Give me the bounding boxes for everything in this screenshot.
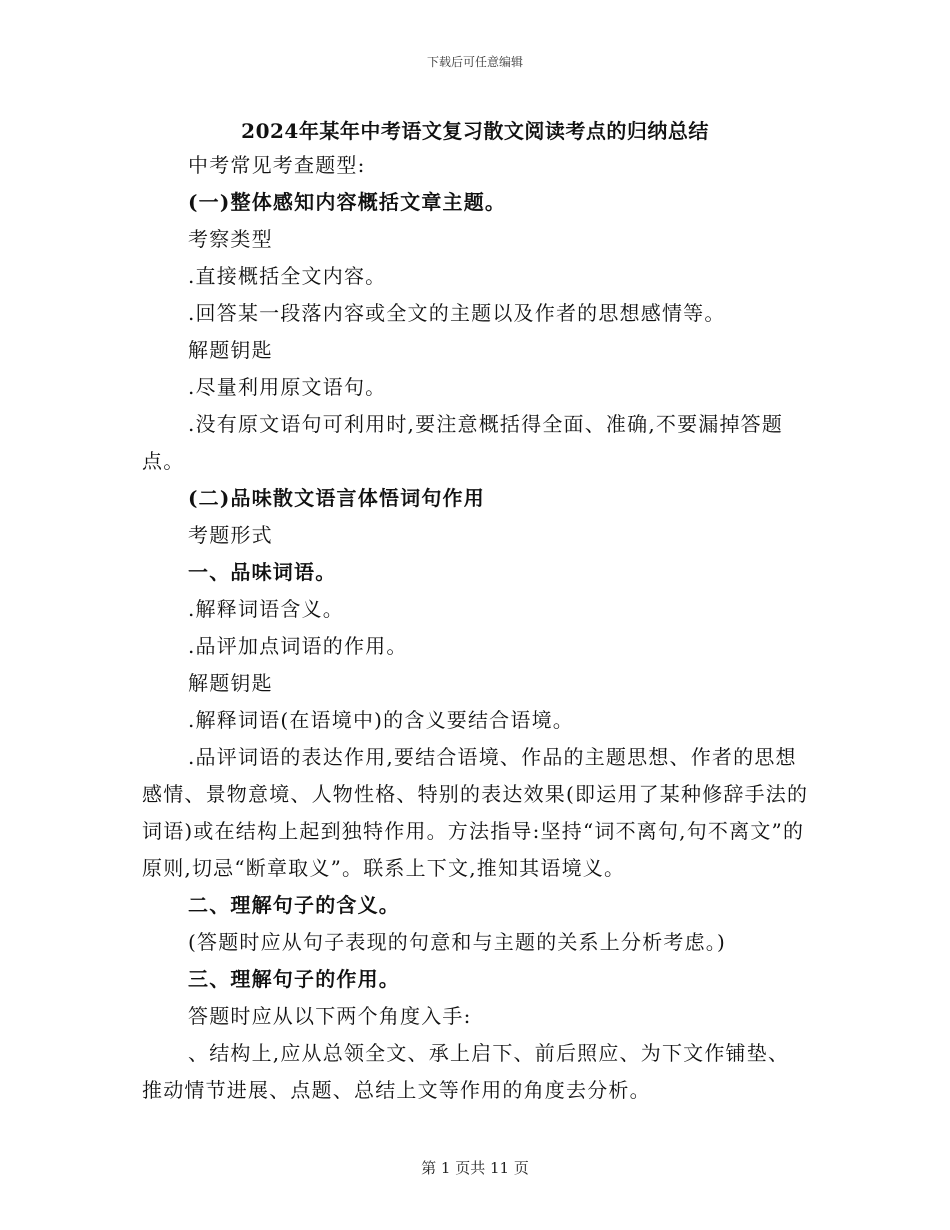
paragraph: 考题形式 bbox=[188, 523, 273, 547]
paragraph: 解题钥匙 bbox=[188, 671, 273, 695]
document-title: 2024年某年中考语文复习散文阅读考点的归纳总结 bbox=[241, 119, 709, 143]
paragraph: .解释词语含义。 bbox=[188, 597, 344, 621]
paragraph: 中考常见考查题型: bbox=[188, 153, 366, 177]
section-heading: (二)品味散文语言体悟词句作用 bbox=[188, 486, 485, 510]
paragraph: 解题钥匙 bbox=[188, 338, 273, 362]
paragraph: 考察类型 bbox=[188, 227, 273, 251]
section-heading: 一、品味词语。 bbox=[188, 560, 337, 584]
page-header-note: 下载后可任意编辑 bbox=[426, 55, 523, 69]
paragraph: .品评加点词语的作用。 bbox=[188, 634, 408, 658]
paragraph: .回答某一段落内容或全文的主题以及作者的思想感情等。 bbox=[188, 301, 726, 325]
section-heading: 三、理解句子的作用。 bbox=[188, 967, 400, 991]
document-body bbox=[142, 147, 810, 1109]
paragraph: .没有原文语句可利用时,要注意概括得全面、准确,不要漏掉答题点。 bbox=[142, 412, 784, 473]
paragraph: .品评词语的表达作用,要结合语境、作品的主题思想、作者的思想感情、景物意境、人物性格、特别的表达效果(即运用了某种修辞手法的词语)或在结构上起到独特作用。方法指导:坚持“词不离句,句不离文”的原则,切忌“断章取义”。联系上下文,推知其语境义。 bbox=[142, 745, 809, 880]
paragraph: .直接概括全文内容。 bbox=[188, 264, 387, 288]
section-heading: 二、理解句子的含义。 bbox=[188, 893, 400, 917]
paragraph: .尽量利用原文语句。 bbox=[188, 375, 387, 399]
section-heading: (一)整体感知内容概括文章主题。 bbox=[188, 190, 507, 214]
page-number-footer: 第 1 页共 11 页 bbox=[421, 1159, 529, 1177]
paragraph: (答题时应从句子表现的句意和与主题的关系上分析考虑。) bbox=[188, 930, 727, 954]
paragraph: 答题时应从以下两个角度入手: bbox=[188, 1004, 472, 1028]
paragraph: 、结构上,应从总领全文、承上启下、前后照应、为下文作铺垫、推动情节进展、点题、总结上文等作用的角度去分析。 bbox=[142, 1041, 790, 1102]
paragraph: .解释词语(在语境中)的含义要结合语境。 bbox=[188, 708, 574, 732]
